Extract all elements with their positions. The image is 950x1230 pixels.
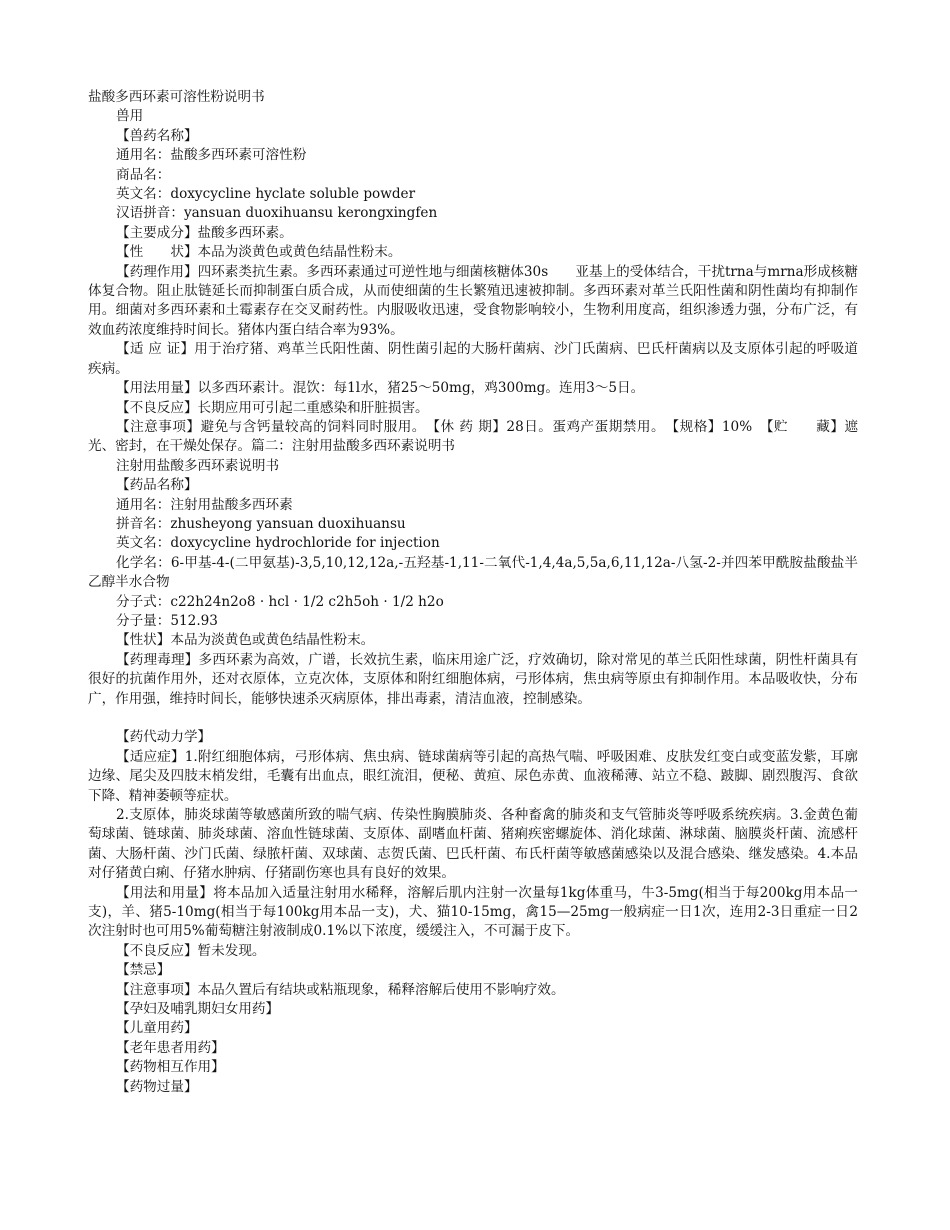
overdose: 【药物过量】 [116,1078,198,1095]
blank-line [88,709,858,728]
appearance: 【性 状】本品为淡黄色或黄色结晶性粉末。 [116,244,402,261]
trade-name: 商品名： [116,166,171,183]
pediatric-use: 【儿童用药】 [116,1020,198,1037]
geriatric-use: 【老年患者用药】 [116,1039,225,1056]
pharmacology: 【药理作用】四环素类抗生素。多西环素通过可逆性地与细菌核糖体30s 亚基上的受体结合，干扰trna与mrna形成核糖体复合物。阻止肽链延长而抑制蛋白质合成，从而使细菌的生长繁殖迅速被抑制。多西环素对革兰氏阳性菌和阴性菌均有抑制作用。细菌对多西环素和土霉素存在交叉耐药性。内服吸收迅速，受食物影响较小，生物利用度高，组织渗透力强，分布广泛，有效血药浓度维持时间长。猪体内蛋白结合率为93%。 [88,263,858,338]
label-veterinary: 兽用 [116,108,144,125]
dosage: 【用法用量】以多西环素计。混饮：每1l水，猪25～50mg，鸡300mg。连用3～5日。 [116,380,645,397]
drug-interactions: 【药物相互作用】 [116,1059,225,1076]
appearance-2: 【性状】本品为淡黄色或黄色结晶性粉末。 [116,632,375,649]
pharmacokinetics: 【药代动力学】 [116,729,212,746]
section-drug-name-2: 【药品名称】 [116,477,198,494]
english-name-2: 英文名：doxycycline hydrochloride for injection [116,535,440,552]
pregnancy-lactation: 【孕妇及哺乳期妇女用药】 [116,1001,280,1018]
indications: 【适 应 证】用于治疗猪、鸡革兰氏阳性菌、阴性菌引起的大肠杆菌病、沙门氏菌病、巴氏杆菌病以及支原体引起的呼吸道疾病。 [88,341,858,377]
adverse-reactions: 【不良反应】长期应用可引起二重感染和肝脏损害。 [116,399,429,416]
precautions-withdrawal-storage: 【注意事项】避免与含钙量较高的饲料同时服用。 【休 药 期】28日。蛋鸡产蛋期禁用。 【规格】10% 【贮 藏】遮光、密封，在干燥处保存。篇二：注射用盐酸多西环素说明书 [88,418,858,455]
generic-name-2: 通用名：注射用盐酸多西环素 [116,496,293,513]
chemical-name: 化学名：6-甲基-4-(二甲氨基)-3,5,10,12,12a,-五羟基-1,11-二氧代-1,4,4a,5,5a,6,11,12a-八氢-2-并四苯甲酰胺盐酸盐半乙醇半水合物 [88,554,858,591]
pharmacology-toxicology: 【药理毒理】多西环素为高效，广谱，长效抗生素，临床用途广泛，疗效确切，除对常见的革兰氏阳性球菌，阴性杆菌具有很好的抗菌作用外，还对衣原体，立克次体，支原体和附红细胞体病，弓形体病，焦虫病等原虫有抑制作用。本品吸收快，分布广，作用强，维持时间长，能够快速杀灭病原体，排出毒素，清洁血液，控制感染。 [88,651,858,707]
section-drug-name: 【兽药名称】 [116,127,198,144]
contraindications: 【禁忌】 [116,962,171,979]
pinyin-name-2: 拼音名：zhusheyong yansuan duoxihuansu [116,515,406,532]
second-doc-title: 注射用盐酸多西环素说明书 [116,457,280,474]
molecular-formula: 分子式：c22h24n2o8 · hcl · 1/2 c2h5oh · 1/2 h2o [116,593,444,610]
adverse-reactions-2: 【不良反应】暂未发现。 [116,942,266,959]
doc-title: 盐酸多西环素可溶性粉说明书 [88,89,265,105]
generic-name: 通用名：盐酸多西环素可溶性粉 [116,147,307,164]
indications-2-continued: 2.支原体，肺炎球菌等敏感菌所致的喘气病、传染性胸膜肺炎、各种畜禽的肺炎和支气管肺炎等呼吸系统疾病。3.金黄色葡萄球菌、链球菌、肺炎球菌、溶血性链球菌、支原体、副嗜血杆菌、猪痢疾密螺旋体、消化球菌、淋球菌、脑膜炎杆菌、流感杆菌、大肠杆菌、沙门氏菌、绿脓杆菌、双球菌、志贺氏菌、巴氏杆菌、布氏杆菌等敏感菌感染以及混合感染、继发感染。4.本品对仔猪黄白痢、仔猪水肿病、仔猪副伤寒也具有良好的效果。 [88,807,858,882]
indications-2: 【适应症】1.附红细胞体病，弓形体病、焦虫病、链球菌病等引起的高热气喘、呼吸困难、皮肤发红变白或变蓝发紫，耳廓边缘、尾尖及四肢末梢发绀，毛囊有出血点，眼红流泪，便秘、黄疸、尿色赤黄、血液稀薄、站立不稳、跛脚、剧烈腹泻、食欲下降、精神萎顿等症状。 [88,748,858,804]
precautions-2: 【注意事项】本品久置后有结块或粘瓶现象，稀释溶解后使用不影响疗效。 [116,981,565,998]
english-name: 英文名：doxycycline hyclate soluble powder [116,186,416,203]
molecular-weight: 分子量：512.93 [116,612,218,629]
main-ingredient: 【主要成分】盐酸多西环素。 [116,224,293,241]
dosage-2: 【用法和用量】将本品加入适量注射用水稀释，溶解后肌内注射一次量每1kg体重马，牛3-5mg(相当于每200kg用本品一支)，羊、猪5-10mg(相当于每100kg用本品一支)，犬、猫10-15mg，禽15—25mg一般病症一日1次，连用2-3日重症一日2次注射时也可用5%葡萄糖注射液制成0.1%以下浓度，缓缓注入，不可漏于皮下。 [88,884,858,940]
pinyin-name: 汉语拼音：yansuan duoxihuansu kerongxingfen [116,205,438,222]
